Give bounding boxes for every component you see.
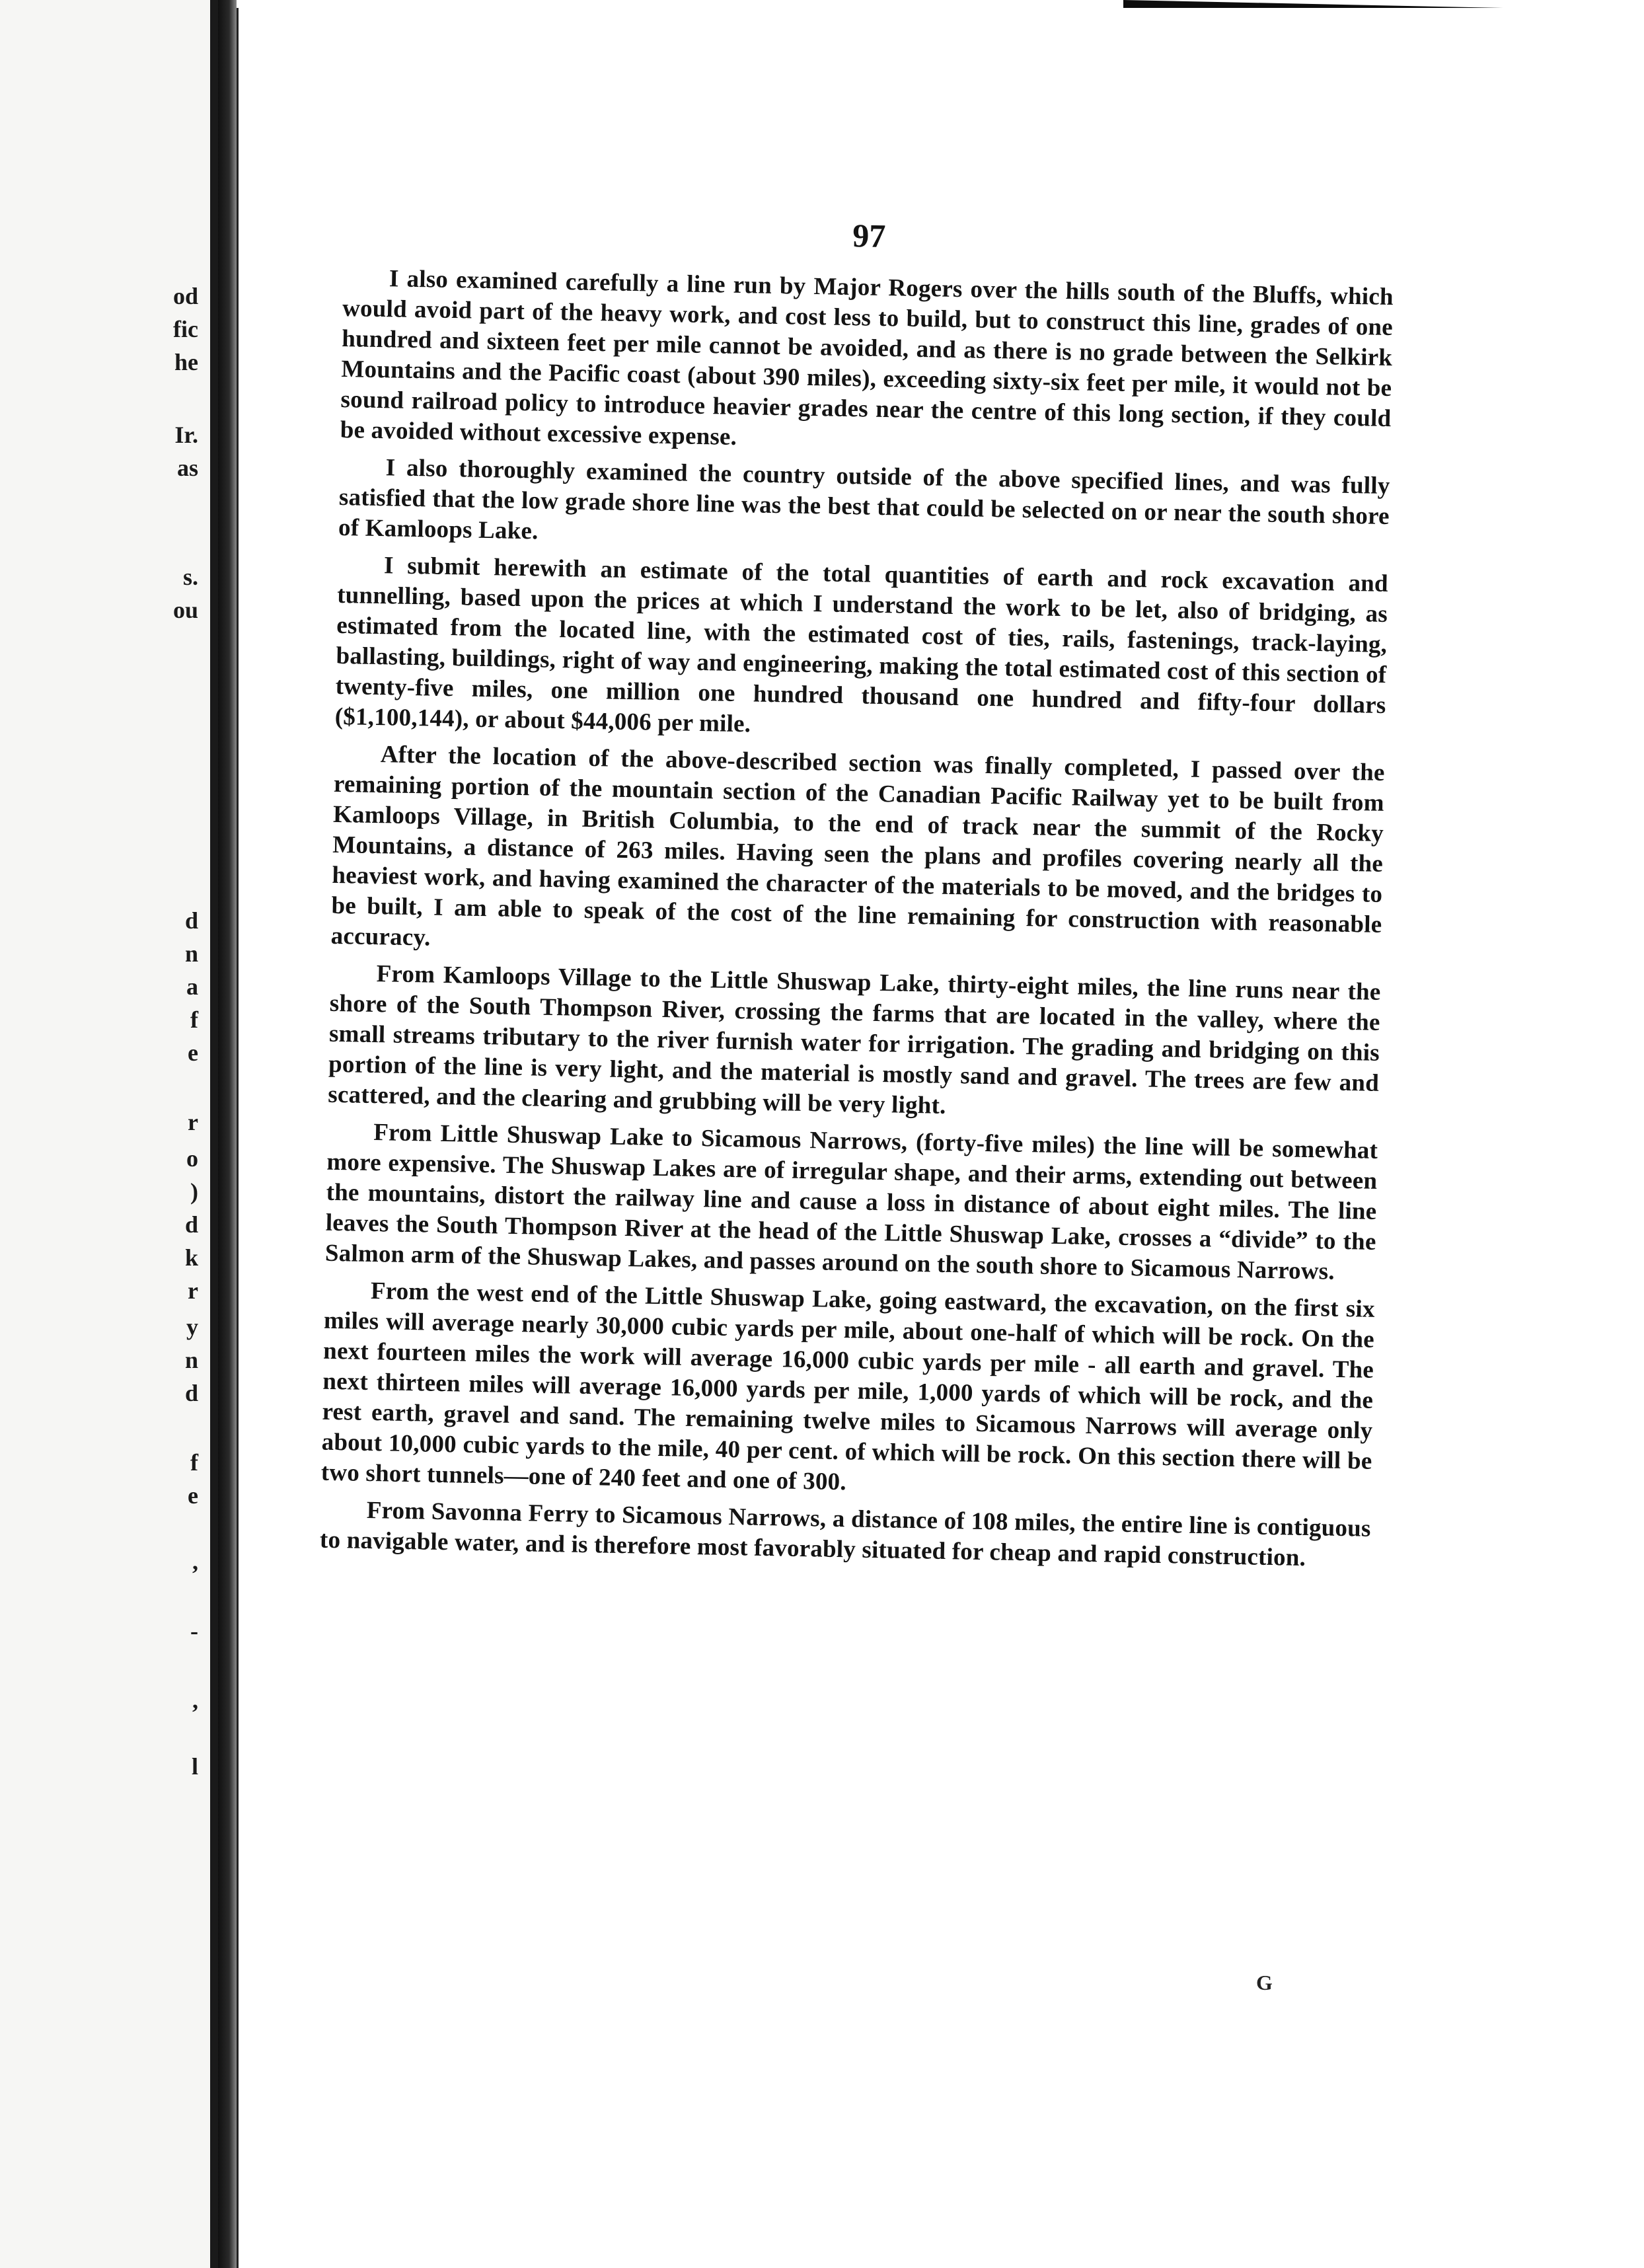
left-page-fragment: as: [176, 455, 198, 481]
paragraph-little-shuswap: From Little Shuswap Lake to Sicamous Narrows, (forty-five miles) the line will be somewhat more expensive. The Shuswap Lakes are of irregular shape, and their arms, extending out between the mountains, distort the railway line and cause a loss in distance of about eight miles. The line leaves the South Thompson River at the head of the Little Shuswap Lake, crosses a “divide” to the Salmon arm of the Shuswap Lakes, and passes around on the south shore to Sicamous Narrows.: [324, 1119, 1378, 1285]
left-page-fragment: fic: [173, 316, 198, 342]
left-page-fragment: d: [184, 1211, 198, 1238]
left-page-fragment: r: [188, 1109, 198, 1135]
left-page-fragment: o: [186, 1145, 198, 1172]
left-page-fragment: a: [186, 973, 198, 1000]
left-page-fragment: e: [188, 1040, 198, 1066]
left-page-fragment: k: [184, 1244, 198, 1271]
left-page-fragment: n: [184, 1347, 198, 1373]
paragraph-savonna-ferry: From Savonna Ferry to Sicamous Narrows, a distance of 108 miles, the entire line is contiguous to navigable water, and is therefore most favorably situated for cheap and rapid construction.: [319, 1496, 1371, 1572]
left-page-fragment: -: [190, 1618, 198, 1644]
left-page-fragment: d: [184, 1380, 198, 1406]
left-page-fragment: Ir.: [174, 422, 198, 448]
paragraph-estimate: I submit herewith an estimate of the total quantities of earth and rock excavation and tunnelling, based upon the prices at which I understand the work to be let, also of bridging, as estimated from the located line, with the estimated cost of ties, rails, fastenings, track-laying, ballasting, buildings, right of way and engineering, making the total estimated cost of this section of twenty-five miles, one million one hundred thousand one hundred and fifty-four dollars ($1,100,144), or about $44,006 per mile.: [334, 552, 1389, 738]
paragraph-kamloops-village: From Kamloops Village to the Little Shuswap Lake, thirty-eight miles, the line runs near the shore of the South Thompson River, crossing the farms that are located in the valley, where the small streams tributary to the river furnish water for irrigation. The grading and bridging on this portion of the line is very light, and the material is mostly sand and gravel. The trees are few and scattered, and the clearing and grubbing will be very light.: [327, 960, 1381, 1119]
paragraph-country-examined: I also thoroughly examined the country outside of the above specified lines, and was fully satisfied that the low grade shore line was the best that could be selected on or near the south shore of Kamloops Lake.: [338, 454, 1390, 545]
left-page-fragment: y: [186, 1314, 198, 1340]
signature-mark: G: [1256, 1971, 1273, 1994]
paragraph-excavation: From the west end of the Little Shuswap Lake, going eastward, the excavation, on the first six miles will average nearly 30,000 cubic yards per mile, about one-half of which will be rock. On the next fourteen miles the work will average 16,000 cubic yards per mile - all earth and gravel. The next thirteen miles will average 16,000 yards per mile, 1,000 yards of which will be rock, and the rest earth, gravel and sand. The remaining twelve miles to Sicamous Narrows will average only about 10,000 cubic yards to the mile, 40 per cent. of which will be rock. On this section there will be two short tunnels—one of 240 feet and one of 300.: [320, 1277, 1376, 1496]
left-page-fragment: s.: [182, 564, 198, 590]
main-page: [237, 8, 1644, 2268]
left-page-fragment: ou: [172, 597, 198, 623]
page-number: 97: [852, 217, 886, 255]
left-facing-page: [0, 0, 218, 2268]
left-page-fragment: d: [184, 907, 198, 934]
left-page-fragment: n: [184, 940, 198, 967]
left-page-fragment: ,: [192, 1687, 198, 1714]
paragraph-remaining-portion: After the location of the above-described section was finally completed, I passed over the remaining portion of the mountain section of the Canadian Pacific Railway yet to be built from Kamloops Village, in British Columbia, to the end of track near the summit of the Rocky Mountains, a distance of 263 miles. Having seen the plans and profiles covering nearly all the heaviest work, and having examined the character of the materials to be moved, and the bridges to be built, I am able to speak of the cost of the line remaining for construction with reasonable accuracy.: [330, 741, 1385, 952]
book-gutter: [218, 0, 237, 2268]
paragraph-rogers-line: I also examined carefully a line run by Major Rogers over the hills south of the Bluffs, which would avoid part of the heavy work, and cost less to build, but to construct this line, grades of one hundred and sixteen feet per mile cannot be avoided, and as there is no grade between the Selkirk Mountains and the Pacific coast (about 390 miles), exceeding sixty-six feet per mile, it would not be sound railroad policy to introduce heavier grades near the centre of this long section, if they could be avoided without excessive expense.: [340, 265, 1394, 451]
left-page-fragment: od: [172, 283, 198, 309]
left-page-edge: [210, 0, 218, 2268]
left-page-fragment: ,: [192, 1548, 198, 1575]
left-page-fragment: f: [190, 1006, 198, 1033]
left-page-fragment: ): [190, 1178, 198, 1205]
left-page-fragment: r: [188, 1277, 198, 1304]
left-page-fragment: he: [174, 349, 198, 375]
left-page-fragment: e: [188, 1482, 198, 1509]
page-text-block: [319, 206, 1394, 1581]
left-page-fragment: f: [190, 1449, 198, 1476]
left-page-fragment: l: [191, 1753, 198, 1780]
